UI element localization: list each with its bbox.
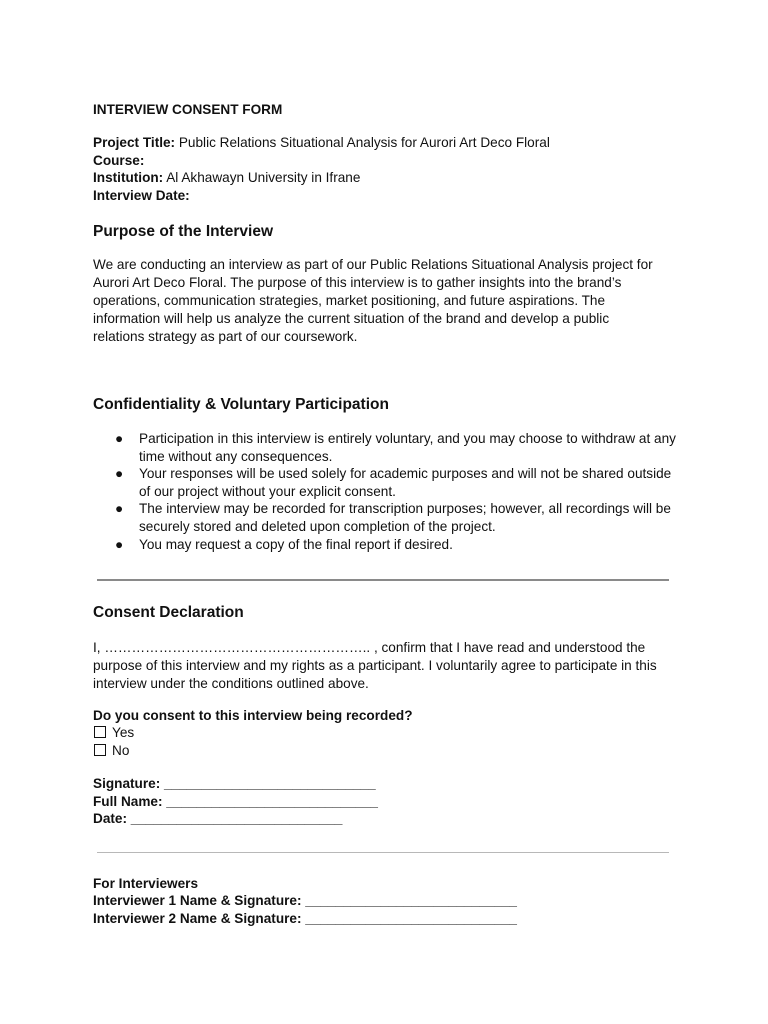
list-item: ● Your responses will be used solely for academic purposes and will not be shared outside of our project without your explicit consent. xyxy=(115,466,672,499)
form-title: INTERVIEW CONSENT FORM xyxy=(93,102,283,117)
date-field: Date: ____________________________ xyxy=(93,811,343,826)
bullet-icon: ● xyxy=(115,466,124,482)
project-title-value: Public Relations Situational Analysis for Aurori Art Deco Floral xyxy=(175,135,550,150)
checkbox-icon[interactable] xyxy=(94,744,106,756)
signature-field: Signature: ____________________________ xyxy=(93,776,376,791)
bullet-icon: ● xyxy=(115,431,124,446)
list-item: ● The interview may be recorded for transcription purposes; however, all recordings will be securely stored and deleted upon completion of the project. xyxy=(115,501,671,534)
institution-value: Al Akhawayn University in Ifrane xyxy=(163,170,361,185)
yes-label: Yes xyxy=(112,725,135,740)
purpose-paragraph: We are conducting an interview as part of our Public Relations Situational Analysis project for Aurori Art Deco Floral. The purpose of this interview is to gather insights into the brand’s operations, communication strategies, market positioning, and future aspirations. The information will help us analyze the current situation of the brand and develop a public relations strategy as part of our coursework. xyxy=(93,257,653,344)
bullet-icon: ● xyxy=(115,501,124,517)
bullet-icon: ● xyxy=(115,536,124,552)
consent-no-option[interactable] xyxy=(93,742,129,759)
consent-yes-option[interactable] xyxy=(93,724,134,741)
purpose-heading: Purpose of the Interview xyxy=(93,223,274,240)
interviewers-heading: For Interviewers xyxy=(93,876,199,891)
no-label: No xyxy=(112,743,130,758)
project-title-row xyxy=(93,134,550,151)
project-title-label: Project Title: xyxy=(93,135,176,150)
list-item: ● Participation in this interview is entirely voluntary, and you may choose to withdraw at any time without any consequences. xyxy=(115,431,676,464)
confidentiality-list xyxy=(93,430,678,553)
interviewer-2-field: Interviewer 2 Name & Signature: ____________________________ xyxy=(93,911,517,926)
course-label: Course: xyxy=(93,153,145,168)
recording-question: Do you consent to this interview being recorded? xyxy=(93,708,413,723)
interview-date-label: Interview Date: xyxy=(93,188,190,203)
section-divider xyxy=(97,579,669,581)
checkbox-icon[interactable] xyxy=(94,726,106,738)
interviewer-1-field: Interviewer 1 Name & Signature: ____________________________ xyxy=(93,893,517,908)
consent-heading: Consent Declaration xyxy=(93,604,244,621)
institution-row xyxy=(93,169,360,186)
section-divider xyxy=(97,852,669,853)
list-item: ● You may request a copy of the final report if desired. xyxy=(115,536,453,552)
consent-paragraph: I, ………………………………………………….. , confirm that I have read and understood the purpose of this interview and my rights as a participant. I voluntarily agree to participate in this interview under the conditions outlined above. xyxy=(93,640,657,691)
confidentiality-heading: Confidentiality & Voluntary Participation xyxy=(93,396,389,413)
full-name-field: Full Name: ____________________________ xyxy=(93,794,378,809)
institution-label: Institution: xyxy=(93,170,164,185)
